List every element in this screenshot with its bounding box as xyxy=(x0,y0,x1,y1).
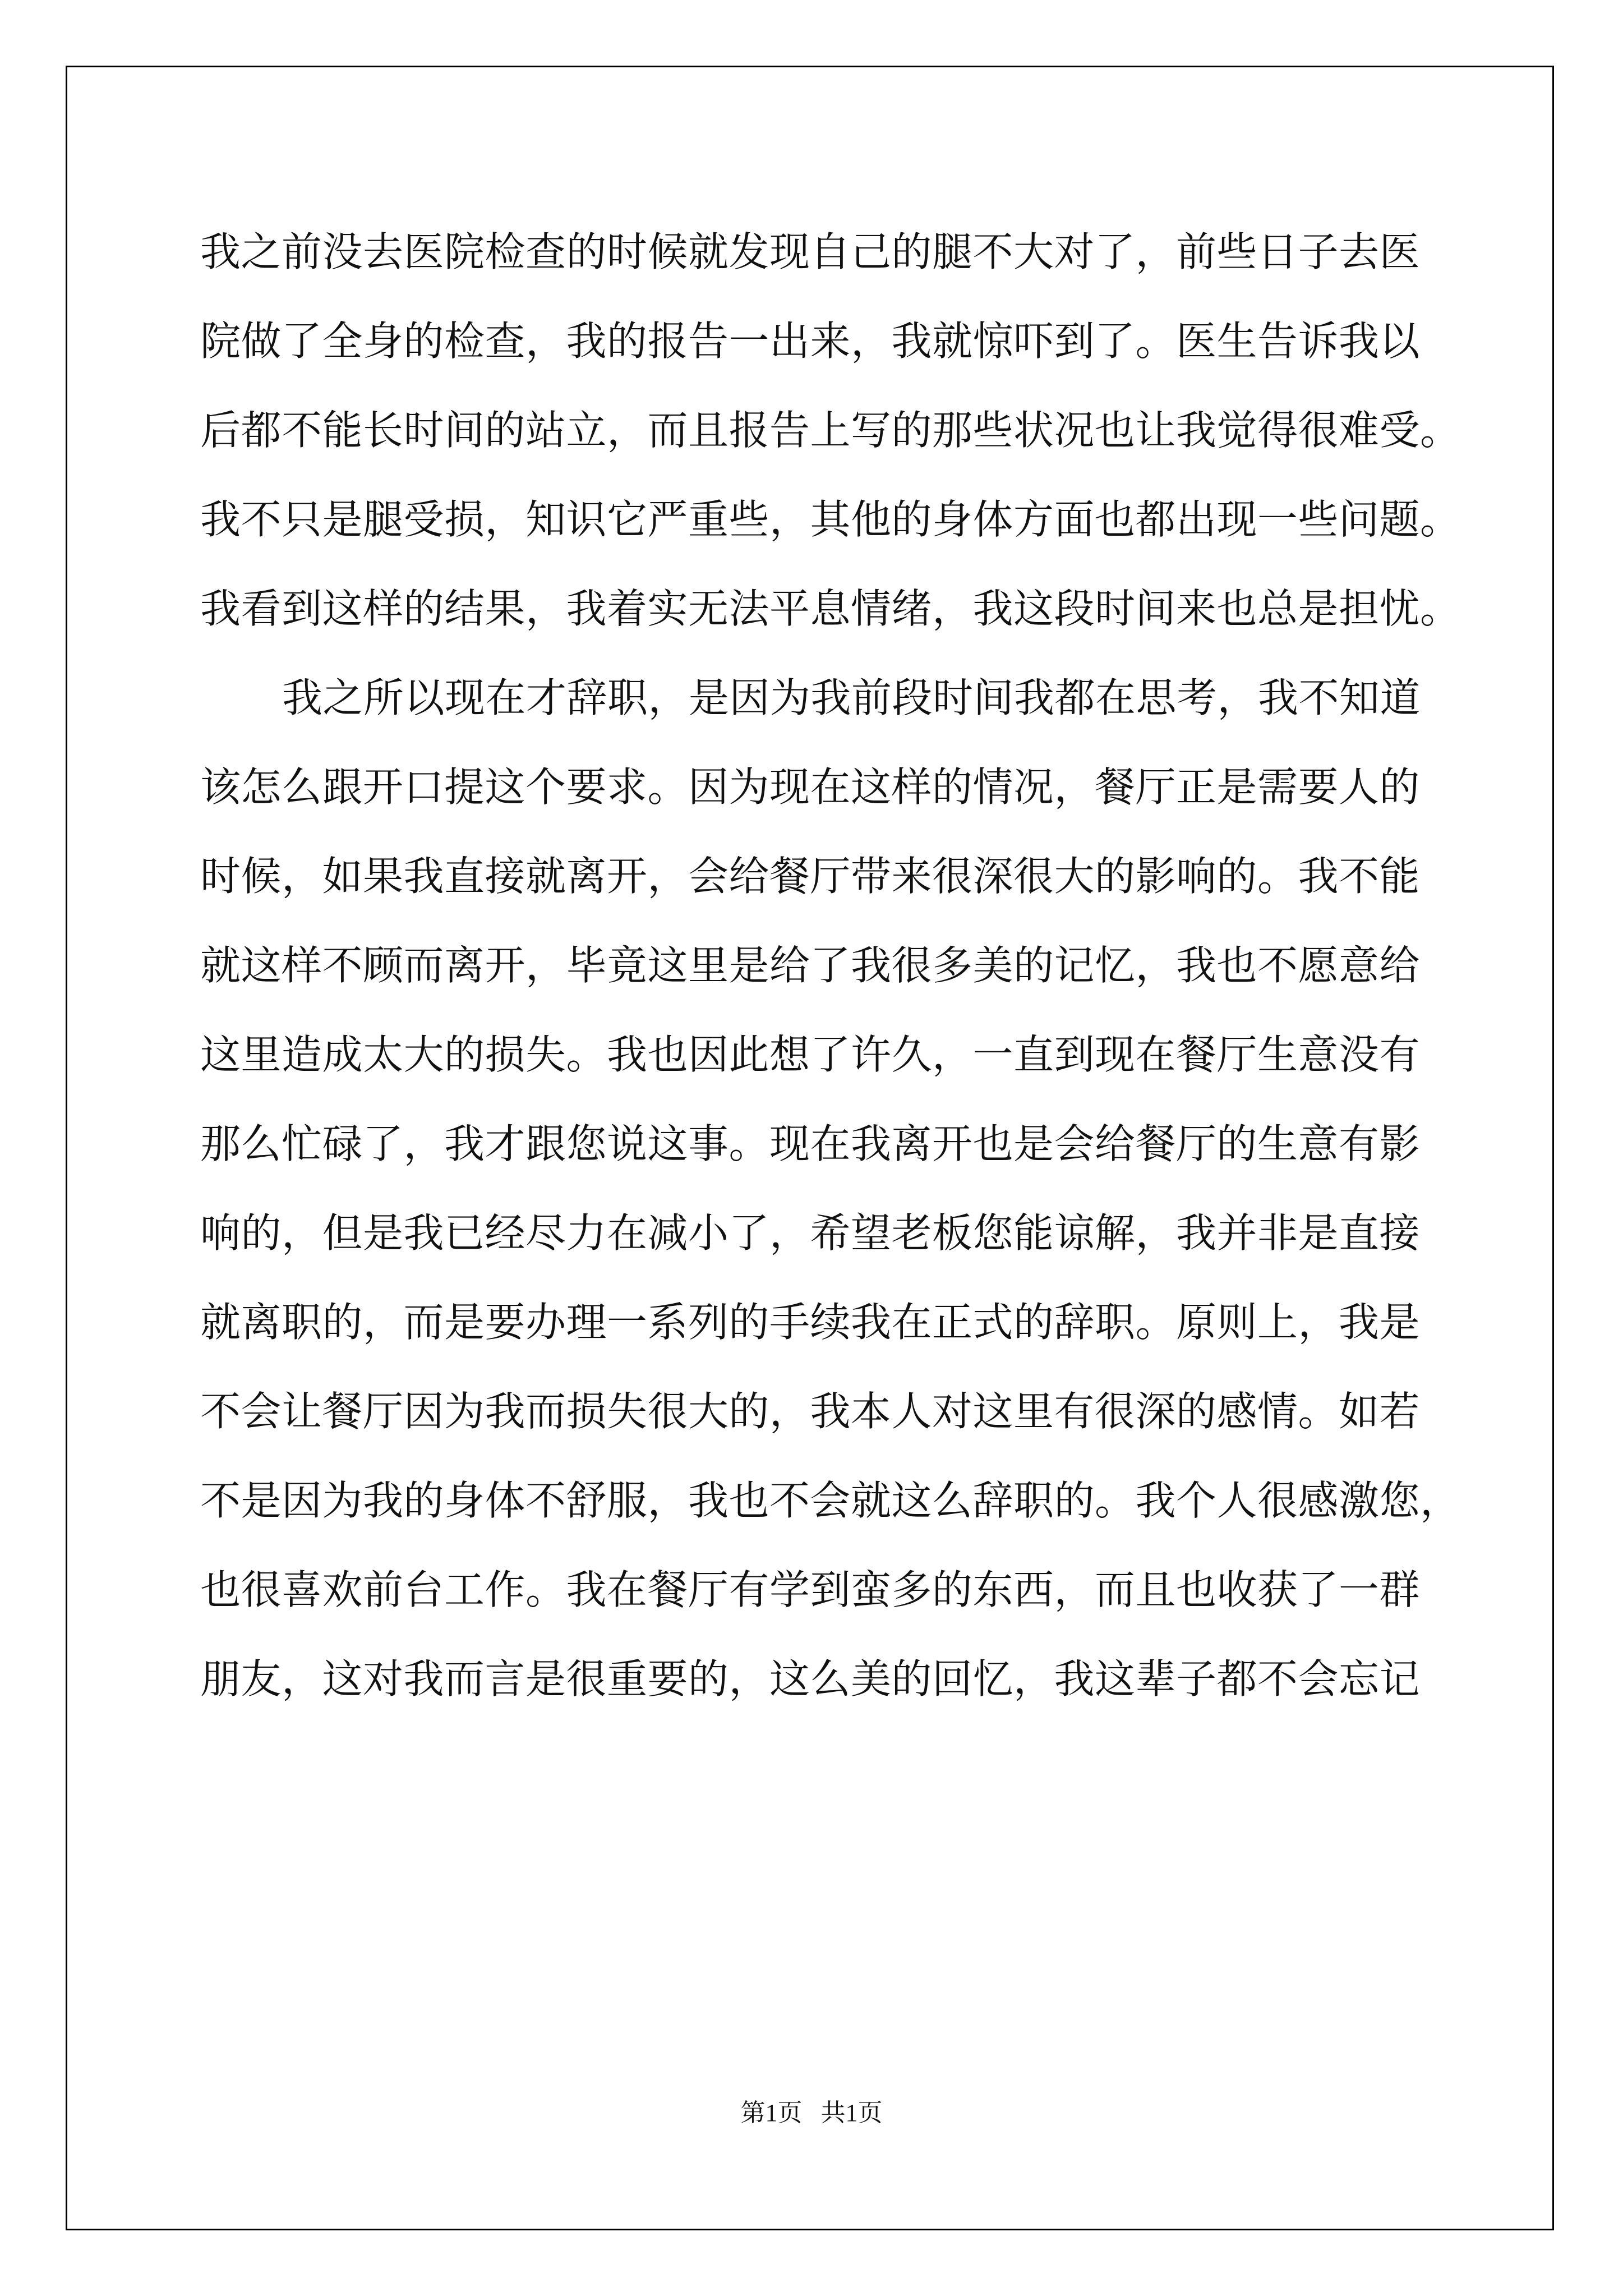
text-line: 就离职的，而是要办理一系列的手续我在正式的辞职。原则上，我是 xyxy=(200,1299,1421,1346)
text-line: 时候，如果我直接就离开，会给餐厅带来很深很大的影响的。我不能 xyxy=(200,853,1421,900)
paragraph-start-line: 我之所以现在才辞职，是因为我前段时间我都在思考，我不知道 xyxy=(282,674,1421,721)
text-line: 那么忙碌了，我才跟您说这事。现在我离开也是会给餐厅的生意有影 xyxy=(200,1120,1421,1167)
text-line: 响的，但是我已经尽力在减小了，希望老板您能谅解，我并非是直接 xyxy=(200,1209,1421,1257)
text-line: 后都不能长时间的站立，而且报告上写的那些状况也让我觉得很难受。 xyxy=(200,407,1461,454)
text-line: 也很喜欢前台工作。我在餐厅有学到蛮多的东西，而且也收获了一群 xyxy=(200,1566,1421,1613)
page-number-footer: 第1页 共1页 xyxy=(740,2099,883,2127)
text-line: 院做了全身的检查，我的报告一出来，我就惊吓到了。医生告诉我以 xyxy=(200,318,1421,365)
text-line: 该怎么跟开口提这个要求。因为现在这样的情况，餐厅正是需要人的 xyxy=(200,763,1421,811)
document-body xyxy=(200,208,1461,1724)
text-line: 不会让餐厅因为我而损失很大的，我本人对这里有很深的感情。如若 xyxy=(200,1388,1421,1435)
text-line: 朋友，这对我而言是很重要的，这么美的回忆，我这辈子都不会忘记 xyxy=(200,1655,1421,1703)
text-line: 不是因为我的身体不舒服，我也不会就这么辞职的。我个人很感激您， xyxy=(200,1477,1461,1524)
text-line: 我之前没去医院检查的时候就发现自己的腿不大对了，前些日子去医 xyxy=(200,228,1421,275)
text-line: 这里造成太大的损失。我也因此想了许久，一直到现在餐厅生意没有 xyxy=(200,1031,1421,1078)
text-line: 我不只是腿受损，知识它严重些，其他的身体方面也都出现一些问题。 xyxy=(200,496,1461,543)
text-line: 就这样不顾而离开，毕竟这里是给了我很多美的记忆，我也不愿意给 xyxy=(200,942,1421,989)
text-line: 我看到这样的结果，我着实无法平息情绪，我这段时间来也总是担忧。 xyxy=(200,585,1461,632)
